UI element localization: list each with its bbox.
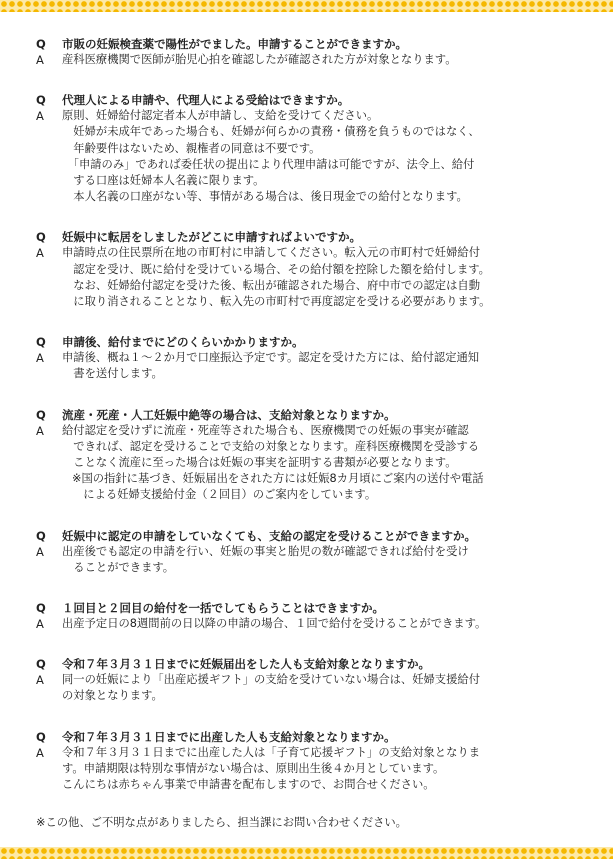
q-marker: Q bbox=[36, 407, 46, 422]
answer-body bbox=[62, 108, 596, 205]
faq-list bbox=[36, 36, 596, 831]
a-marker: A bbox=[36, 351, 44, 366]
answer-line: 認定を受け、既に給付を受けている場合、その給付額を控除した額を給付します。 bbox=[62, 262, 490, 276]
answer-line: 本人名義の口座がない等、事情がある場合は、後日現金での給付となります。 bbox=[62, 190, 468, 204]
contact-note: ※この他、ご不明な点がありましたら、担当課にお問い合わせください。 bbox=[36, 816, 407, 830]
question-text: 流産・死産・人工妊娠中絶等の場合は、支給対象となりますか。 bbox=[62, 407, 396, 422]
answer-line: の対象となります。 bbox=[62, 689, 163, 703]
answer-line: 同一の妊娠により「出産応援ギフト」の支給を受けていない場合は、妊婦支援給付 bbox=[62, 673, 480, 687]
faq-item-8 bbox=[36, 656, 596, 704]
bottom-dotted-border bbox=[0, 847, 613, 859]
answer-line: する口座は妊婦本人名義に限ります。 bbox=[62, 174, 265, 188]
answer-line: ことなく流産に至った場合は妊娠の事実を証明する書類が必要となります。 bbox=[62, 456, 457, 470]
answer-body bbox=[62, 544, 596, 576]
a-marker: A bbox=[36, 53, 44, 67]
q-marker: Q bbox=[36, 335, 46, 350]
question-text: １回目と２回目の給付を一括でしてもらうことはできますか。 bbox=[62, 601, 384, 616]
a-marker: A bbox=[36, 246, 44, 261]
answer-note-line: による妊婦支援給付金（２回目）のご案内をしています。 bbox=[72, 488, 377, 502]
answer-line: 書を送付します。 bbox=[62, 367, 163, 381]
question-text: 妊娠中に認定の申請をしていなくても、支給の認定を受けることができますか。 bbox=[62, 528, 476, 543]
faq-item-1 bbox=[36, 36, 596, 68]
answer-body bbox=[62, 52, 596, 68]
faq-item-9 bbox=[36, 729, 596, 794]
answer-line: に取り消されることとなり、転入先の市町村で再度認定を受ける必要があります。 bbox=[62, 295, 491, 309]
a-marker: A bbox=[36, 423, 44, 438]
answer-line: 原則、妊婦給付認定者本人が申請し、支給を受けてください。 bbox=[62, 109, 379, 123]
answer-line: ることができます。 bbox=[62, 560, 175, 574]
answer-body bbox=[62, 423, 596, 504]
faq-item-4 bbox=[36, 334, 596, 382]
question-text: 令和７年３月３１日までに妊娠届出をした人も支給対象となりますか。 bbox=[62, 657, 430, 672]
q-marker: Q bbox=[36, 657, 46, 672]
question-text: 代理人による申請や、代理人による受給はできますか。 bbox=[62, 93, 350, 108]
top-dotted-border bbox=[0, 0, 613, 12]
answer-note-line: ※国の指針に基づき、妊娠届出をされた方には妊娠8カ月頃にご案内の送付や電話 bbox=[72, 472, 484, 486]
faq-item-7 bbox=[36, 600, 596, 632]
faq-item-3 bbox=[36, 229, 596, 310]
answer-line: 申請後、概ね１～２か月で口座振込予定です。認定を受けた方には、給付認定通知 bbox=[62, 351, 480, 365]
answer-line: できれば、認定を受けることで支給の対象となります。産科医療機関を受診する bbox=[62, 439, 480, 453]
q-marker: Q bbox=[36, 93, 46, 108]
a-marker: A bbox=[36, 544, 44, 559]
question-text: 申請後、給付までにどのくらいかかりますか。 bbox=[62, 335, 304, 350]
a-marker: A bbox=[36, 673, 44, 688]
q-marker: Q bbox=[36, 601, 46, 616]
answer-line: こんにちは赤ちゃん事業で申請書を配布しますので、お問合せください。 bbox=[62, 778, 435, 792]
answer-line: なお、妊婦給付認定を受けた後、転出が確認された場合、府中市での認定は自動 bbox=[62, 278, 480, 292]
q-marker: Q bbox=[36, 230, 46, 245]
answer-line: 出産予定日の8週間前の日以降の申請の場合、１回で給付を受けることができます。 bbox=[62, 617, 487, 631]
q-marker: Q bbox=[36, 729, 46, 744]
answer-body bbox=[62, 350, 596, 382]
answer-body bbox=[62, 616, 596, 632]
question-text: 令和７年３月３１日までに出産した人も支給対象となりますか。 bbox=[62, 729, 396, 744]
answer-line: 給付認定を受けずに流産・死産等された場合も、医療機関での妊娠の事実が確認 bbox=[62, 423, 469, 437]
a-marker: A bbox=[36, 109, 44, 124]
a-marker: A bbox=[36, 745, 44, 760]
answer-line: 年齢要件はないため、親権者の同意は不要です。 bbox=[62, 141, 321, 155]
question-text: 妊娠中に転居をしましたがどこに申請すればよいですか。 bbox=[62, 230, 361, 245]
answer-body bbox=[62, 672, 596, 704]
faq-item-2 bbox=[36, 92, 596, 205]
answer-line: 申請時点の住民票所在地の市町村に申請してください。転入元の市町村で妊婦給付 bbox=[62, 246, 480, 260]
q-marker: Q bbox=[36, 528, 46, 543]
faq-item-6 bbox=[36, 528, 596, 576]
answer-line: 出産後でも認定の申請を行い、妊娠の事実と胎児の数が確認できれば給付を受け bbox=[62, 544, 469, 558]
question-text: 市販の妊娠検査薬で陽性がでました。申請することができますか。 bbox=[62, 37, 407, 51]
answer-body bbox=[62, 745, 596, 794]
q-marker: Q bbox=[36, 37, 46, 51]
answer-body bbox=[62, 245, 596, 310]
answer-line: す。申請期限は特別な事情がない場合は、原則出生後４か月としています。 bbox=[62, 761, 445, 775]
answer-line: 令和７年３月３１日までに出産した人は「子育て応援ギフト」の支給対象となりま bbox=[62, 745, 480, 759]
answer-line: 「申請のみ」であれば委任状の提出により代理申請は可能ですが、法令上、給付 bbox=[62, 157, 475, 171]
faq-item-5 bbox=[36, 407, 596, 504]
answer-line: 産科医療機関で医師が胎児心拍を確認したが確認された方が対象となります。 bbox=[62, 53, 457, 66]
a-marker: A bbox=[36, 617, 44, 632]
answer-line: 妊婦が未成年であった場合も、妊婦が何らかの責務・債務を負うものではなく、 bbox=[62, 125, 480, 139]
